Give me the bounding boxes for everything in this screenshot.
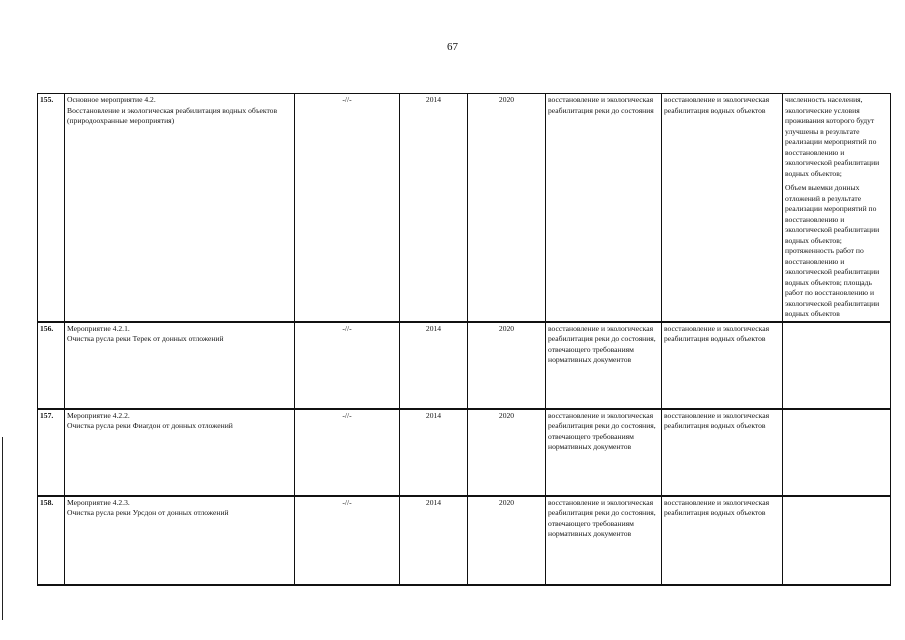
measure-name-cell — [65, 322, 295, 409]
goal-cell: восстановление и экологическая реабилитация водных объектов — [662, 94, 783, 322]
end-year-cell: 2020 — [468, 94, 546, 322]
table-row — [38, 409, 891, 496]
measure-title: Мероприятие 4.2.2. — [67, 410, 130, 420]
executor-cell: -//- — [295, 94, 400, 322]
expected-result-cell: восстановление и экологическая реабилитация реки до состояния, отвечающего требованиям нормативных документов — [546, 496, 662, 585]
end-year-cell: 2020 — [468, 409, 546, 496]
margin-scan-line — [2, 437, 3, 620]
goal-cell: восстановление и экологическая реабилитация водных объектов — [662, 409, 783, 496]
row-number-cell: 155. — [38, 94, 65, 322]
expected-result-cell: восстановление и экологическая реабилитация реки до состояния, отвечающего требованиям нормативных документов — [546, 322, 662, 409]
row-number-cell: 158. — [38, 496, 65, 585]
executor-cell: -//- — [295, 322, 400, 409]
start-year-cell: 2014 — [400, 94, 468, 322]
start-year-cell: 2014 — [400, 496, 468, 585]
indicators-cell — [783, 496, 891, 585]
measure-name-cell — [65, 496, 295, 585]
table-row — [38, 94, 891, 322]
table-row — [38, 496, 891, 585]
measure-title: Основное мероприятие 4.2. — [67, 95, 156, 104]
measures-table — [37, 93, 891, 586]
start-year-cell: 2014 — [400, 409, 468, 496]
indicator-text: Объем выемки донных отложений в результате реализации мероприятий по восстановлению и экологической реабилитации водных объектов; протяженность работ по восстановлению и экологической реабилитации водных объектов; площадь работ по восстановлению и экологической реабилитации водных объектов — [785, 183, 880, 318]
indicators-cell — [783, 322, 891, 409]
start-year-cell: 2014 — [400, 322, 468, 409]
measure-name-cell — [65, 409, 295, 496]
measure-title: Мероприятие 4.2.3. — [67, 497, 130, 507]
measure-description: Восстановление и экологическая реабилитация водных объектов (природоохранные мероприятия) — [67, 105, 278, 125]
end-year-cell: 2020 — [468, 322, 546, 409]
measure-title: Мероприятие 4.2.1. — [67, 323, 130, 333]
executor-cell: -//- — [295, 409, 400, 496]
measure-description: Очистка русла реки Урсдон от донных отложений — [67, 508, 229, 517]
row-number-cell: 157. — [38, 409, 65, 496]
executor-cell: -//- — [295, 496, 400, 585]
expected-result-cell: восстановление и экологическая реабилитация реки до состояния — [546, 94, 662, 322]
measure-description: Очистка русла реки Фиагдон от донных отложений — [67, 421, 233, 430]
table-row — [38, 322, 891, 409]
measure-description: Очистка русла реки Терек от донных отложений — [67, 334, 224, 343]
indicator-text: численность населения, экологические условия проживания которого будут улучшены в результате реализации мероприятий по восстановлению и экологической реабилитации водных объектов; — [785, 95, 880, 178]
goal-cell: восстановление и экологическая реабилитация водных объектов — [662, 322, 783, 409]
row-number-cell: 156. — [38, 322, 65, 409]
end-year-cell: 2020 — [468, 496, 546, 585]
goal-cell: восстановление и экологическая реабилитация водных объектов — [662, 496, 783, 585]
measure-name-cell — [65, 94, 295, 322]
page-number: 67 — [447, 41, 458, 53]
expected-result-cell: восстановление и экологическая реабилитация реки до состояния, отвечающего требованиям нормативных документов — [546, 409, 662, 496]
indicators-cell — [783, 94, 891, 322]
indicators-cell — [783, 409, 891, 496]
